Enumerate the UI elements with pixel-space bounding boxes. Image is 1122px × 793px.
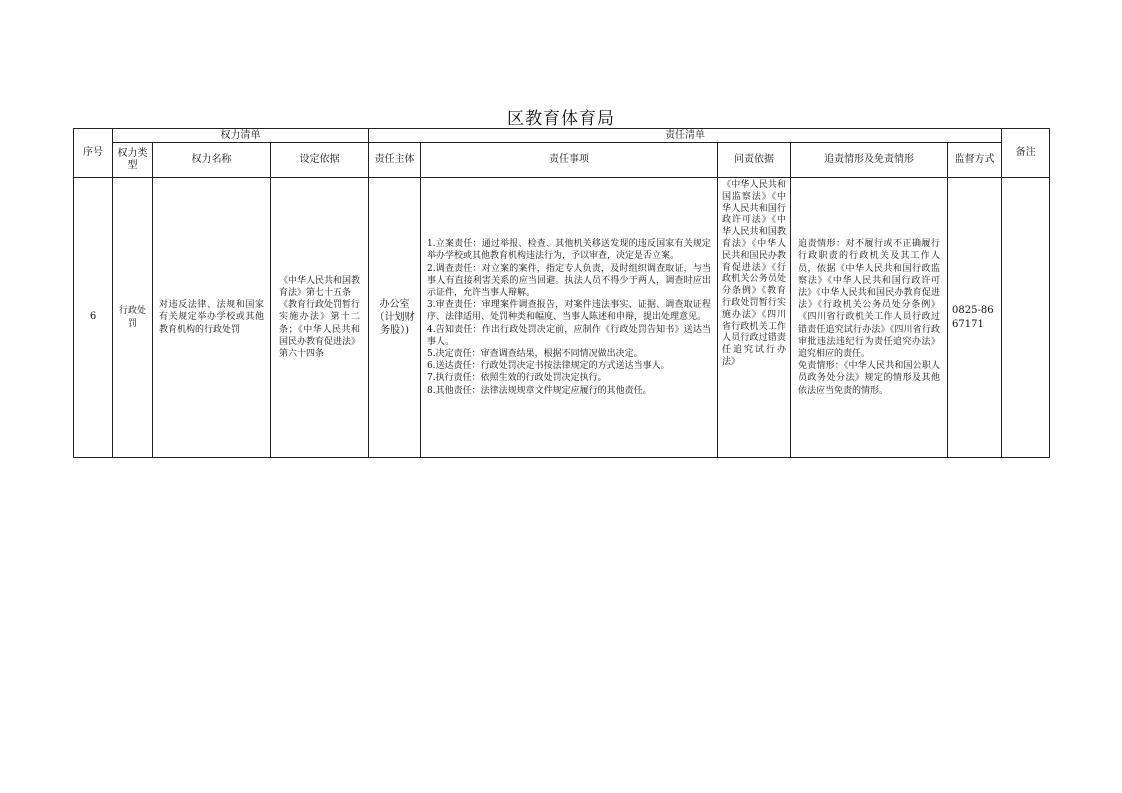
matter-item: 2.调查责任：对立案的案件，指定专人负责，及时组织调查取证，与当事人有直接利害关系的应当回避。执法人员不得少于两人，调查时应出示证件，允许当事人辩解。 <box>427 263 712 298</box>
matter-item: 3.审查责任：审理案件调查报告，对案件违法事实、证据、调查取证程序、法律适用、处罚种类和幅度、当事人陈述和申辩，提出处理意见。 <box>427 300 712 323</box>
responsibility-table <box>73 128 1050 458</box>
cell-accountability-basis: 《中华人民共和国监察法》《中华人民共和国行政许可法》《中华人民共和国教育法》《中华人民共和国民办教育促进法》《行政机关公务员处分条例》《教育行政处罚暂行实施办法》《四川省行政机关工作人员行政过错责任追究试行办法》 <box>718 178 791 458</box>
matter-item: 6.送达责任：行政处罚决定书按法律规定的方式送达当事人。 <box>427 361 670 372</box>
header-basis: 设定依据 <box>271 143 369 178</box>
header-responsibility-list: 责任清单 <box>369 129 1002 143</box>
page-title: 区教育体育局 <box>507 109 615 129</box>
header-power-list: 权力清单 <box>113 129 369 143</box>
cell-basis: 《中华人民共和国教育法》第七十五条 《教育行政处罚暂行实施办法》第十二条；《中华人民共和国民办教育促进法》第六十四条 <box>271 178 369 458</box>
header-subject: 责任主体 <box>369 143 421 178</box>
cell-matters <box>421 178 718 458</box>
cell-subject: 办公室（计划财务股）) <box>369 178 421 458</box>
cell-seq: 6 <box>74 178 113 458</box>
cell-liability: 追责情形：对不履行或不正确履行行政职责的行政机关及其工作人员，依据《中华人民共和国行政监察法》《中华人民共和国行政许可法》《中华人民共和国民办教育促进法》《行政机关公务员处分条例》《四川省行政机关工作人员行政过错责任追究试行办法》《四川省行政审批违法违纪行为责任追究办法》追究相应的责任。 免责情形：《中华人民共和国公职人员政务处分法》规定的情形及其他依法应当免责的情形。 <box>791 178 948 458</box>
header-seq: 序号 <box>74 129 113 178</box>
matter-item: 8.其他责任：法律法规规章文件规定应履行的其他责任。 <box>427 385 652 396</box>
header-liability: 追责情形及免责情形 <box>791 143 948 178</box>
header-matters: 责任事项 <box>421 143 718 178</box>
matter-item: 1.立案责任：通过举报、检查、其他机关移送发现的违反国家有关规定举办学校或其他教育机构违法行为，予以审查，决定是否立案。 <box>427 239 712 262</box>
cell-power-type: 行政处罚 <box>113 178 153 458</box>
table-row <box>74 178 1050 458</box>
cell-supervision: 0825-8667171 <box>948 178 1002 458</box>
header-accountability-basis: 问责依据 <box>718 143 791 178</box>
matter-item: 7.执行责任：依照生效的行政处罚决定执行。 <box>427 373 607 384</box>
header-power-name: 权力名称 <box>153 143 271 178</box>
matter-item: 4.告知责任：作出行政处罚决定前，应制作《行政处罚告知书》送达当事人。 <box>427 324 712 347</box>
cell-power-name: 对违反法律、法规和国家有关规定举办学校或其他教育机构的行政处罚 <box>153 178 271 458</box>
header-power-type: 权力类型 <box>113 143 153 178</box>
cell-remarks <box>1002 178 1050 458</box>
header-supervision: 监督方式 <box>948 143 1002 178</box>
matter-item: 5.决定责任：审查调查结果，根据不同情况做出决定。 <box>427 349 643 359</box>
header-remarks: 备注 <box>1002 129 1050 178</box>
